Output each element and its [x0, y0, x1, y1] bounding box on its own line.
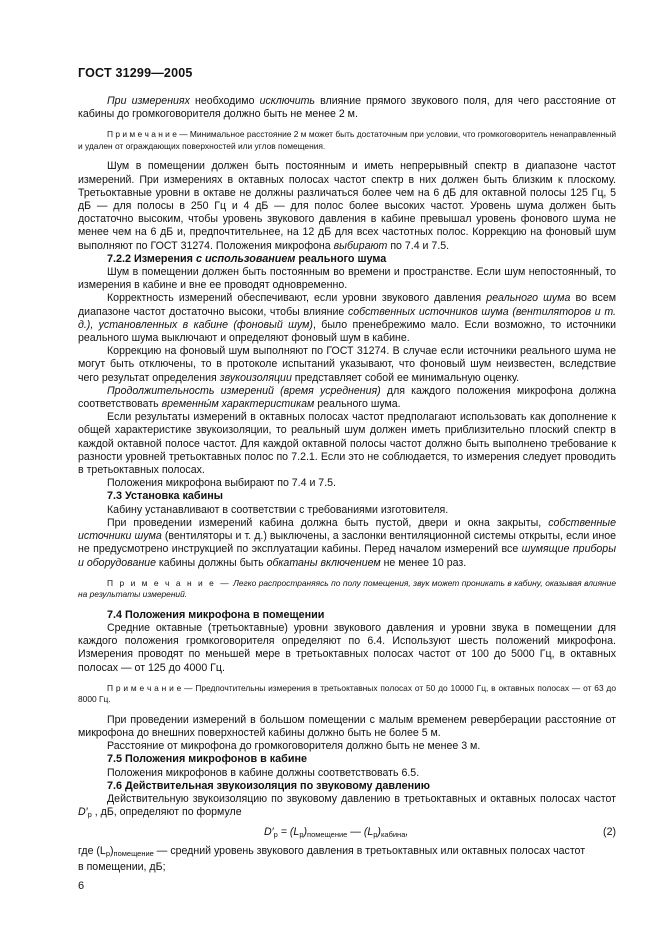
paragraph-room-levels: Средние октавные (третьоктавные) уровни звукового давления и уровни звука в помещении для каждого положения громкоговорителя определяют по 6.4. Используют шесть положений микрофона. Измерения проводят по меньшей мере в третьоктавных полосах частот от 100 до 5000 Гц, в октавных полосах — от 125 до 4000 Гц.: [78, 621, 616, 674]
note-min-distance: [78, 129, 616, 152]
paragraph-speaker-distance: Расстояние от микрофона до громкоговорителя должно быть не менее 3 м.: [107, 740, 481, 753]
formula-lhs: D′: [264, 826, 274, 839]
text: для каждого положения микрофона должна соответствовать: [78, 384, 616, 411]
formula-expression: [264, 826, 408, 841]
text: Корректность измерений обеспечивают, если уровни звукового давления: [107, 292, 487, 305]
note-label: П р и м е ч а н и е —: [107, 577, 231, 588]
formula-sub: p: [273, 830, 278, 840]
section-7-3-heading: 7.3 Установка кабины: [107, 490, 223, 503]
text: необходимо: [189, 95, 260, 107]
symbol-d-prime: [78, 806, 92, 818]
symbol-text: D′: [78, 806, 88, 819]
note-text: Минимальное расстояние 2 м может быть достаточным при условии, что громкоговоритель ненаправленный и удален от ограждающих поверхностей или углов помещения.: [78, 129, 616, 151]
formula-part: — (L: [347, 826, 374, 839]
formula-sub: кабина: [380, 830, 406, 840]
note-label: П р и м е ч а н и е —: [107, 129, 188, 140]
text: , дБ, определяют по формуле: [91, 806, 242, 819]
formula-part: ,: [405, 826, 409, 839]
note-floor-sound: [78, 578, 616, 601]
formula-where-clause: [78, 845, 616, 860]
page-number: 6: [78, 880, 85, 892]
symbol-subscript: p: [87, 810, 92, 820]
italic-text: собственных источников шума (вентиляторов и т. д.), установленных в кабине (фоновый шум): [78, 305, 616, 331]
paragraph-octave-bands: Если результаты измерений в октавных полосах частот предполагают использовать как дополнение к общей характеристике звукоизоляции, то реальный шум должен иметь приблизительно плоский спектр в каждой октавной полосе частот. Для каждой октавной полосы частот должно быть выполнено требование к разности уровней третьоктавных полос по 7.2.1. Если это не соблюдается, то измерения следует проводить в третьоктавных полосах.: [78, 411, 616, 477]
paragraph-cabin-mics: Положения микрофонов в кабине должны соответствовать 6.5.: [107, 766, 420, 779]
formula-sub: p: [373, 830, 378, 840]
formula-part: = (L: [277, 826, 300, 839]
formula-sub: помещение: [307, 830, 348, 840]
italic-text: выбирают: [333, 239, 388, 252]
formula-part: ): [377, 826, 381, 839]
note-preferred-bands: [78, 683, 616, 706]
formula-part: ): [303, 826, 308, 839]
text: Шум в помещении должен быть постоянным и иметь непрерывный спектр в диапазоне частот измерений. При измерениях в октавных полосах частот спектр в них должен быть близким к плоскому. Третьоктавные уровни в октаве не должны различаться более чем на 6 дБ для октавной полосы 125 Гц, 5 дБ — для полосы в 250 Гц и 4 дБ — для полос более высоких частот. Уровень шума должен быть достаточно высоким, чтобы уровень звукового давления в кабине превышал уровень фонового шума не менее чем на 6 дБ и, предпочтительнее, на 12 дБ для всех частотных полос. Коррекцию на фоновый шум выполняют по ГОСТ 31274. Положения микрофона: [78, 160, 616, 252]
italic-text: временны́м характеристикам: [161, 398, 315, 411]
heading-italic: с использованием: [195, 252, 296, 265]
paragraph-duration: [78, 385, 616, 411]
note-text: Предпочтительны измерения в третьоктавных полосах от 50 до 10000 Гц, в октавных полосах — от 63 до 8000 Гц.: [78, 682, 616, 705]
section-7-4-heading: 7.4 Положения микрофона в помещении: [107, 608, 325, 621]
note-text: Легко распространяясь по полу помещения, звук может проникать в кабину, оказывая влияние на результаты измерений.: [78, 577, 616, 600]
text: кабины должны быть: [155, 556, 267, 569]
italic-text: собственные источники шума: [78, 516, 616, 543]
text: — средний уровень звукового давления в третьоктавных или октавных полосах частот: [153, 845, 586, 858]
document-body: [78, 95, 616, 874]
italic-text: При измерениях: [107, 95, 190, 107]
section-7-2-2-heading: [78, 253, 616, 266]
text: где (L: [78, 845, 106, 858]
formula-sub: p: [105, 849, 110, 859]
text: ): [110, 845, 114, 858]
text: Коррекцию на фоновый шум выполняют по ГОСТ 31274. В случае если источники реального шума не могут быть отключены, то в протоколе испытаний указывают, что фоновый шум неизвестен, вследствие чего результат определения: [78, 345, 616, 384]
text: (вентиляторы и т. д.) выключены, а заслонки вентиляционной системы открыты, если иное не предусмотрено инструкцией по эксплуатации кабины. Перед началом измерений все: [78, 530, 616, 556]
note-label: П р и м е ч а н и е —: [107, 682, 193, 693]
paragraph-cabin-conditions: [78, 517, 616, 570]
paragraph-mic-positions: Положения микрофона выбирают по 7.4 и 7.5.: [107, 477, 336, 490]
section-7-5-heading: 7.5 Положения микрофонов в кабине: [107, 753, 307, 766]
text: , было пренебрежимо мало. Если возможно, то источники реального шума выключают и определяют фоновый шум в кабине.: [78, 318, 616, 345]
italic-text: шумящие приборы и оборудование: [78, 543, 616, 569]
paragraph-insulation: [78, 793, 616, 821]
paragraph-large-room: При проведении измерений в большом помещении с малым временем реверберации расстояние от микрофона до внешних поверхностей кабины должно быть не более 5 м.: [78, 713, 616, 739]
document-header: ГОСТ 31299—2005: [78, 66, 193, 80]
italic-text: Продолжительность измерений (время усреднения): [107, 384, 381, 397]
paragraph-real-noise: Шум в помещении должен быть постоянным во времени и пространстве. Если шум непостоянный, то измерения в кабине и вне ее проводят одновременно.: [78, 266, 616, 292]
paragraph-correctness: [78, 292, 616, 345]
paragraph-background-correction: [78, 345, 616, 385]
paragraph-direct-field: [78, 95, 616, 121]
text: по 7.4 и 7.5.: [387, 239, 450, 252]
italic-text: исключить: [259, 95, 316, 107]
paragraph-cabin-install: Кабину устанавливают в соответствии с требованиями изготовителя.: [107, 503, 449, 516]
text: Действительную звукоизоляцию по звуковому давлению в третьоктавных и октавных полосах частот: [107, 792, 616, 805]
text: во всем диапазоне частот достаточно высоки, чтобы влияние: [78, 292, 616, 318]
italic-text: обкатаны включением: [266, 556, 381, 569]
section-7-6-heading: 7.6 Действительная звукоизоляция по звуковому давлению: [107, 779, 431, 792]
heading-text: реального шума: [295, 252, 387, 265]
formula-where-continuation: в помещении, дБ;: [78, 860, 166, 873]
heading-text: Измерения: [134, 252, 196, 265]
formula-sub: p: [299, 830, 304, 840]
formula-sub: помещение: [113, 849, 154, 859]
formula-2: [78, 824, 616, 841]
text: представляет собой ее минимальную оценку.: [291, 371, 520, 384]
text: влияние прямого звукового поля, для чего расстояние от кабины до громкоговорителя должно быть не менее 2 м.: [78, 95, 617, 121]
section-number: 7.2.2: [107, 252, 135, 265]
text: реального шума.: [314, 398, 401, 411]
italic-text: звукоизоляции: [219, 371, 292, 384]
italic-text: реального шума: [486, 292, 571, 305]
text: не менее 10 раз.: [380, 556, 467, 569]
text: При проведении измерений кабина должна быть пустой, двери и окна закрыты,: [107, 516, 549, 529]
formula-number: (2): [603, 826, 616, 839]
paragraph-noise-spectrum: [78, 160, 616, 252]
